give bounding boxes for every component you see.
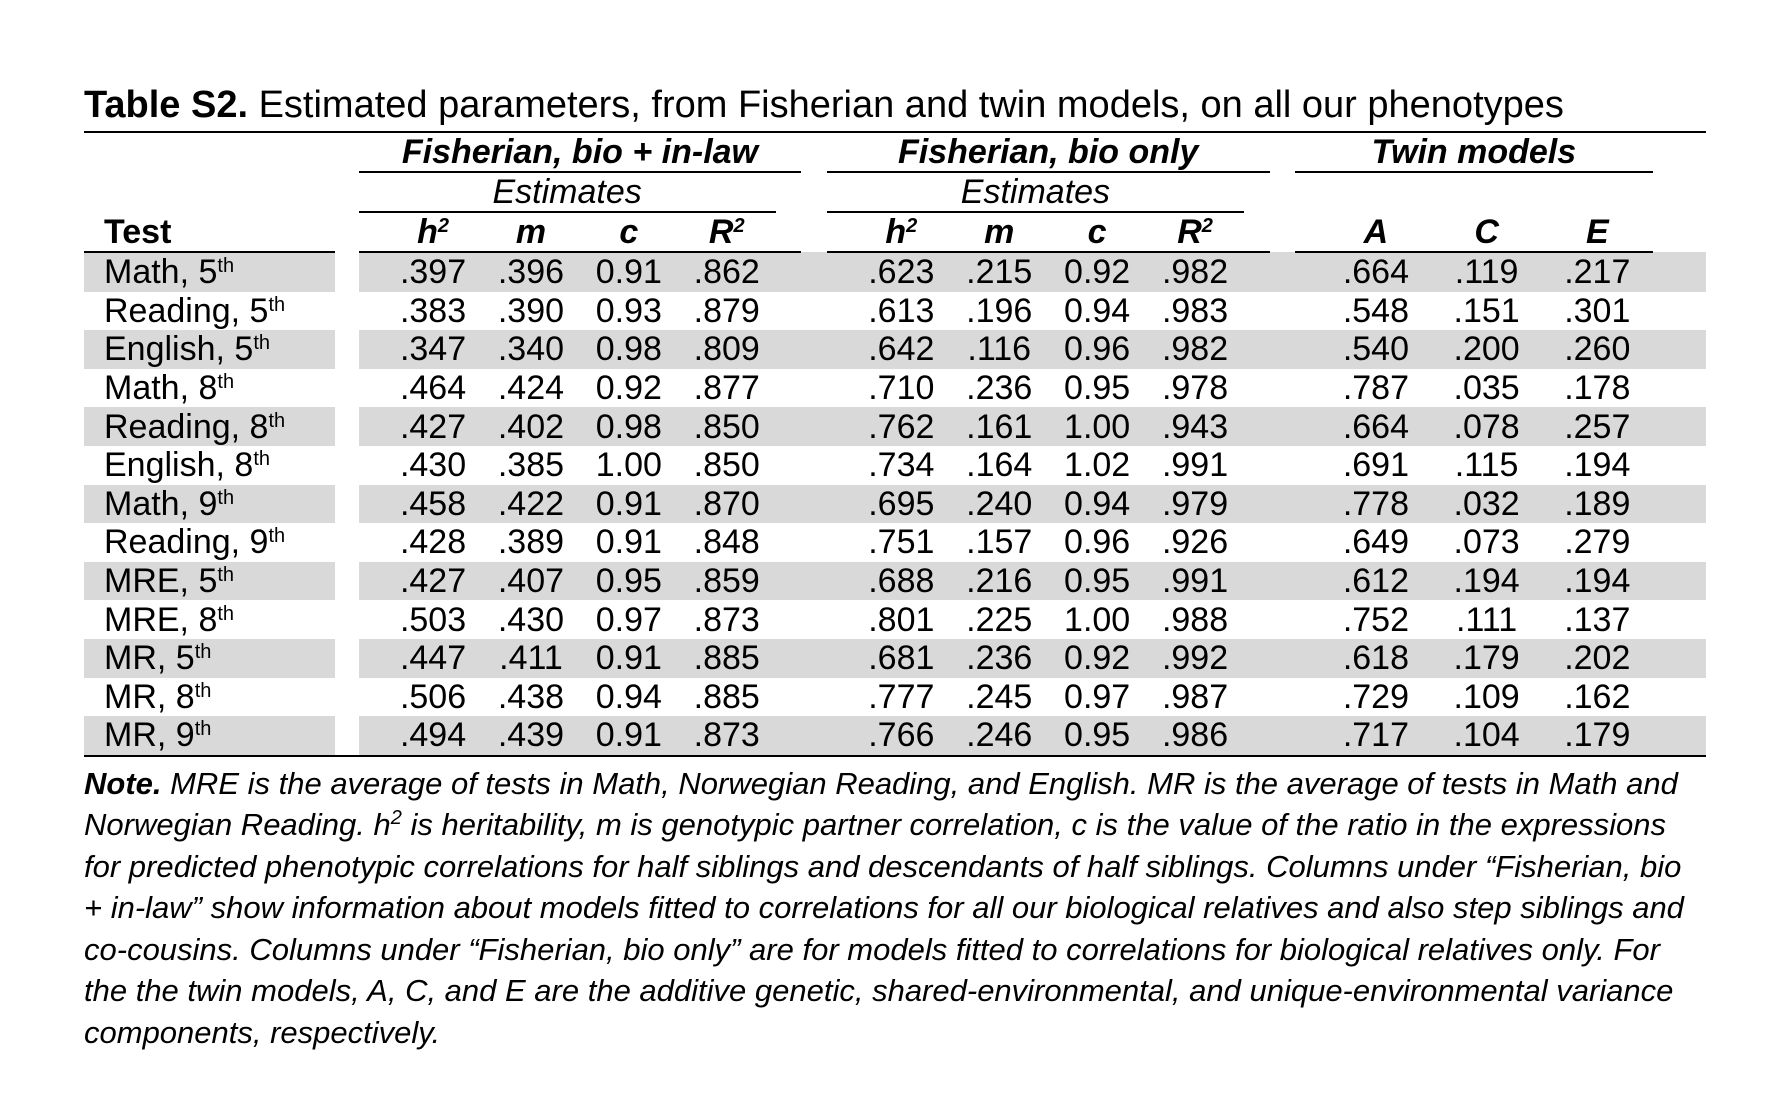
cell-bio-r2: .978 (1161, 369, 1229, 408)
row-grade-suffix: th (217, 486, 235, 509)
cell-inlaw-c: 0.91 (580, 252, 678, 292)
row-test-name: Math, (104, 253, 199, 292)
cell-inlaw-m: .402 (482, 407, 580, 446)
row-grade-suffix: th (268, 293, 286, 316)
table-row (84, 678, 1706, 717)
row-test-name: MR, (104, 639, 176, 678)
row-test-name: MR, (104, 677, 176, 716)
cell-bio-m: .236 (966, 369, 1033, 408)
cell-bio-h2: .613 (868, 291, 935, 330)
cell-bio-h2: .751 (868, 523, 935, 562)
cell-inlaw-m: .422 (482, 485, 580, 524)
cell-bio-h2: .681 (852, 639, 950, 678)
cell-inlaw-c: 0.98 (580, 407, 678, 446)
row-test-name: Reading, (104, 291, 250, 330)
row-label (84, 639, 335, 678)
bottom-rule (84, 755, 1706, 757)
row-grade: 5 (198, 253, 218, 292)
col-test: Test (84, 212, 335, 252)
table-row (84, 446, 1706, 485)
note-sup: 2 (390, 807, 402, 830)
cell-bio-m: .216 (950, 562, 1048, 601)
cell-inlaw-r2: .873 (693, 600, 760, 639)
row-test-name: Math, (104, 484, 199, 523)
table-row (84, 292, 1706, 331)
cell-twin-e: .189 (1542, 485, 1653, 524)
col-r2-bio: $R^2$ (1146, 212, 1244, 252)
cell-twin-a: .717 (1321, 716, 1432, 755)
group-header-row (84, 133, 1706, 172)
cell-bio-r2: .982 (1146, 252, 1244, 292)
cell-inlaw-h2: .427 (384, 562, 482, 601)
cell-bio-m: .225 (966, 600, 1033, 639)
row-grade-suffix: th (217, 602, 235, 625)
cell-bio-m: .164 (966, 446, 1033, 485)
cell-twin-e: .179 (1542, 716, 1653, 755)
cell-twin-c: .073 (1453, 523, 1520, 562)
cell-inlaw-h2: .503 (399, 600, 467, 639)
cell-inlaw-h2: .464 (399, 369, 467, 408)
cell-twin-c: .111 (1456, 600, 1518, 639)
note-text-2: is heritability, m is genotypic partner correlation, c is the value of the ratio in the expressions for predicted phenotypic correlations for half siblings and descendants of half siblings. Columns under “Fisherian, bio + in-law” show information about models fitted to correlations for all our biological relatives and also step siblings and co-cousins. Columns under “Fisherian, bio only” are for models fitted to correlations for biological relatives only. For the the twin models, A, C, and E are the additive genetic, shared-environmental, and unique-environmental variance components, respectively. (84, 807, 1684, 1050)
cell-bio-m: .240 (950, 485, 1048, 524)
cell-inlaw-r2: .885 (678, 639, 776, 678)
cell-bio-r2: .992 (1146, 639, 1244, 678)
cell-bio-c: 0.92 (1048, 252, 1146, 292)
cell-bio-c: 0.95 (1048, 716, 1146, 755)
table-row (84, 562, 1706, 601)
cell-twin-c: .115 (1454, 446, 1519, 485)
cell-inlaw-m: .396 (482, 252, 580, 292)
cell-inlaw-c: 0.91 (580, 485, 678, 524)
cell-inlaw-h2: .347 (384, 330, 482, 369)
row-grade-suffix: th (217, 255, 235, 278)
cell-twin-e: .217 (1542, 252, 1653, 292)
cell-twin-a: .787 (1342, 369, 1410, 408)
cell-bio-r2: .987 (1161, 677, 1229, 716)
cell-inlaw-r2: .850 (693, 446, 760, 485)
col-m-inlaw: m (482, 212, 580, 252)
cell-inlaw-r2: .870 (678, 485, 776, 524)
cell-twin-c: .104 (1431, 716, 1542, 755)
cell-twin-a: .729 (1342, 677, 1410, 716)
cell-inlaw-h2: .506 (399, 677, 467, 716)
cell-twin-a: .612 (1321, 562, 1432, 601)
cell-bio-r2: .986 (1146, 716, 1244, 755)
cell-twin-a: .691 (1342, 446, 1410, 485)
cell-inlaw-c: 0.94 (595, 677, 662, 716)
col-m-bio: m (950, 212, 1048, 252)
table-title (84, 82, 1706, 128)
cell-twin-e: .162 (1564, 677, 1631, 716)
cell-inlaw-r2: .850 (678, 407, 776, 446)
cell-twin-c: .035 (1453, 369, 1520, 408)
cell-inlaw-r2: .877 (693, 369, 760, 408)
cell-twin-e: .301 (1564, 291, 1631, 330)
cell-bio-r2: .983 (1161, 291, 1229, 330)
cell-twin-a: .618 (1321, 639, 1432, 678)
cell-inlaw-m: .390 (497, 291, 565, 330)
cell-inlaw-m: .407 (482, 562, 580, 601)
row-grade-suffix: th (194, 718, 212, 741)
table-row (84, 252, 1706, 292)
cell-bio-h2: .623 (852, 252, 950, 292)
cell-inlaw-c: 0.91 (580, 716, 678, 755)
row-label (84, 523, 335, 562)
cell-bio-m: .161 (950, 407, 1048, 446)
cell-bio-c: 0.95 (1048, 562, 1146, 601)
cell-inlaw-c: 0.97 (595, 600, 662, 639)
cell-bio-r2: .982 (1146, 330, 1244, 369)
cell-bio-m: .196 (966, 291, 1033, 330)
table-figure (84, 82, 1706, 1053)
cell-twin-c: .151 (1453, 291, 1520, 330)
cell-bio-r2: .943 (1146, 407, 1244, 446)
row-test-name: Math, (104, 369, 199, 408)
cell-inlaw-r2: .862 (678, 252, 776, 292)
estimates-label-bio: Estimates (827, 172, 1244, 212)
row-grade: 8 (175, 677, 195, 716)
cell-inlaw-r2: .885 (693, 677, 760, 716)
results-table (84, 133, 1706, 755)
cell-bio-c: 0.94 (1048, 485, 1146, 524)
row-grade-suffix: th (268, 525, 286, 548)
group-fisherian-inlaw: Fisherian, bio + in-law (359, 133, 802, 172)
cell-bio-r2: .926 (1161, 523, 1229, 562)
table-body (84, 252, 1706, 755)
cell-bio-c: 0.94 (1064, 291, 1131, 330)
col-e: E (1542, 212, 1653, 252)
cell-inlaw-h2: .430 (399, 446, 467, 485)
cell-bio-h2: .777 (868, 677, 935, 716)
cell-bio-h2: .762 (852, 407, 950, 446)
cell-bio-h2: .766 (852, 716, 950, 755)
cell-twin-c: .078 (1431, 407, 1542, 446)
col-h2-inlaw: $h^2$ (384, 212, 482, 252)
cell-twin-a: .540 (1321, 330, 1432, 369)
cell-twin-c: .194 (1431, 562, 1542, 601)
row-test-name: MR, (104, 716, 176, 755)
cell-twin-e: .178 (1564, 369, 1631, 408)
cell-twin-a: .664 (1321, 252, 1432, 292)
cell-inlaw-m: .438 (497, 677, 565, 716)
row-grade: 5 (175, 639, 195, 678)
row-test-name: MRE, (104, 600, 199, 639)
cell-bio-m: .246 (950, 716, 1048, 755)
cell-bio-r2: .991 (1146, 562, 1244, 601)
table-row (84, 485, 1706, 524)
cell-inlaw-m: .411 (482, 639, 580, 678)
cell-inlaw-c: 0.95 (580, 562, 678, 601)
cell-bio-m: .157 (966, 523, 1033, 562)
cell-bio-m: .215 (950, 252, 1048, 292)
cell-inlaw-r2: .809 (678, 330, 776, 369)
row-grade-suffix: th (253, 448, 271, 471)
cell-inlaw-m: .424 (497, 369, 565, 408)
cell-twin-e: .257 (1542, 407, 1653, 446)
row-grade: 8 (198, 600, 218, 639)
col-a: A (1321, 212, 1432, 252)
cell-inlaw-c: 0.91 (595, 523, 662, 562)
cell-twin-c: .119 (1431, 252, 1542, 292)
row-grade: 5 (249, 291, 269, 330)
cell-inlaw-h2: .428 (399, 523, 467, 562)
row-label (84, 716, 335, 755)
row-grade-suffix: th (194, 641, 212, 664)
row-test-name: Reading, (104, 407, 250, 446)
table-title-text: Estimated parameters, from Fisherian and twin models, on all our phenotypes (248, 84, 1564, 126)
cell-inlaw-m: .430 (497, 600, 565, 639)
col-c-inlaw: c (580, 212, 678, 252)
cell-bio-h2: .642 (852, 330, 950, 369)
column-header-row (84, 212, 1706, 252)
note-label: Note. (84, 765, 162, 801)
cell-bio-c: 1.02 (1064, 446, 1131, 485)
cell-bio-h2: .688 (852, 562, 950, 601)
cell-inlaw-h2: .458 (384, 485, 482, 524)
col-h2-bio: $h^2$ (852, 212, 950, 252)
cell-inlaw-c: 1.00 (595, 446, 662, 485)
estimates-label-inlaw: Estimates (359, 172, 776, 212)
cell-bio-h2: .801 (868, 600, 935, 639)
cell-twin-e: .194 (1542, 562, 1653, 601)
cell-bio-c: 0.97 (1064, 677, 1131, 716)
cell-bio-c: 1.00 (1048, 407, 1146, 446)
cell-twin-a: .778 (1321, 485, 1432, 524)
cell-bio-c: 0.95 (1064, 369, 1131, 408)
cell-bio-c: 0.92 (1048, 639, 1146, 678)
row-grade-suffix: th (194, 679, 212, 702)
table-title-label: Table S2. (84, 84, 249, 126)
row-label (84, 330, 335, 369)
col-r2-inlaw: $R^2$ (678, 212, 776, 252)
cell-twin-c: .179 (1431, 639, 1542, 678)
row-test-name: English, (104, 446, 235, 485)
col-c-twin: C (1431, 212, 1542, 252)
cell-inlaw-c: 0.92 (595, 369, 662, 408)
cell-bio-m: .245 (966, 677, 1033, 716)
cell-twin-e: .279 (1564, 523, 1631, 562)
row-label (84, 485, 335, 524)
row-test-name: English, (104, 330, 235, 369)
row-label (84, 600, 335, 639)
row-label (84, 678, 335, 717)
cell-inlaw-h2: .383 (399, 291, 467, 330)
table-row (84, 330, 1706, 369)
group-fisherian-bio: Fisherian, bio only (827, 133, 1270, 172)
cell-inlaw-m: .340 (482, 330, 580, 369)
table-row (84, 523, 1706, 562)
cell-bio-r2: .979 (1146, 485, 1244, 524)
row-grade-suffix: th (253, 332, 271, 355)
table-row (84, 369, 1706, 408)
row-label (84, 446, 335, 485)
cell-bio-c: 0.96 (1064, 523, 1131, 562)
cell-inlaw-h2: .494 (384, 716, 482, 755)
cell-inlaw-h2: .427 (384, 407, 482, 446)
cell-bio-h2: .710 (868, 369, 935, 408)
cell-twin-c: .032 (1431, 485, 1542, 524)
table-note (84, 763, 1706, 1054)
row-grade: 9 (198, 484, 218, 523)
cell-bio-c: 0.96 (1048, 330, 1146, 369)
cell-inlaw-m: .439 (482, 716, 580, 755)
table-row (84, 639, 1706, 678)
cell-inlaw-r2: .873 (678, 716, 776, 755)
cell-bio-c: 1.00 (1064, 600, 1131, 639)
cell-twin-c: .109 (1453, 677, 1520, 716)
cell-inlaw-r2: .859 (678, 562, 776, 601)
row-label (84, 292, 335, 331)
row-label (84, 407, 335, 446)
cell-twin-c: .200 (1431, 330, 1542, 369)
row-grade-suffix: th (217, 564, 235, 587)
row-grade-suffix: th (268, 409, 286, 432)
row-grade: 5 (198, 562, 218, 601)
cell-twin-a: .649 (1342, 523, 1410, 562)
cell-inlaw-r2: .848 (693, 523, 760, 562)
cell-inlaw-h2: .447 (384, 639, 482, 678)
cell-twin-e: .137 (1564, 600, 1631, 639)
cell-inlaw-c: 0.93 (595, 291, 662, 330)
cell-bio-r2: .991 (1161, 446, 1229, 485)
group-twin-models: Twin models (1295, 133, 1653, 172)
cell-bio-h2: .734 (868, 446, 935, 485)
cell-twin-e: .202 (1542, 639, 1653, 678)
cell-inlaw-c: 0.98 (580, 330, 678, 369)
row-grade: 9 (249, 523, 269, 562)
cell-twin-e: .260 (1542, 330, 1653, 369)
row-label (84, 562, 335, 601)
table-row (84, 407, 1706, 446)
row-grade: 8 (198, 369, 218, 408)
cell-bio-r2: .988 (1161, 600, 1229, 639)
row-grade-suffix: th (217, 371, 235, 394)
cell-inlaw-h2: .397 (384, 252, 482, 292)
table-row (84, 716, 1706, 755)
cell-twin-a: .548 (1342, 291, 1410, 330)
estimates-header-row (84, 172, 1706, 212)
row-label (84, 252, 335, 292)
row-grade: 5 (234, 330, 254, 369)
note-text-1: MRE is the average of tests in Math, Norwegian Reading, and English. MR is the average of tests in Math and Norwegian Reading. h (84, 765, 1678, 843)
row-grade: 8 (249, 407, 269, 446)
row-grade: 8 (234, 446, 254, 485)
col-c-bio: c (1048, 212, 1146, 252)
row-test-name: Reading, (104, 523, 250, 562)
cell-bio-h2: .695 (852, 485, 950, 524)
cell-inlaw-r2: .879 (693, 291, 760, 330)
cell-inlaw-m: .385 (497, 446, 565, 485)
table-row (84, 600, 1706, 639)
cell-bio-m: .116 (950, 330, 1048, 369)
cell-inlaw-c: 0.91 (580, 639, 678, 678)
cell-twin-a: .752 (1342, 600, 1410, 639)
cell-inlaw-m: .389 (497, 523, 565, 562)
row-grade: 9 (175, 716, 195, 755)
cell-bio-m: .236 (950, 639, 1048, 678)
row-test-name: MRE, (104, 562, 199, 601)
row-label (84, 369, 335, 408)
cell-twin-e: .194 (1564, 446, 1631, 485)
cell-twin-a: .664 (1321, 407, 1432, 446)
